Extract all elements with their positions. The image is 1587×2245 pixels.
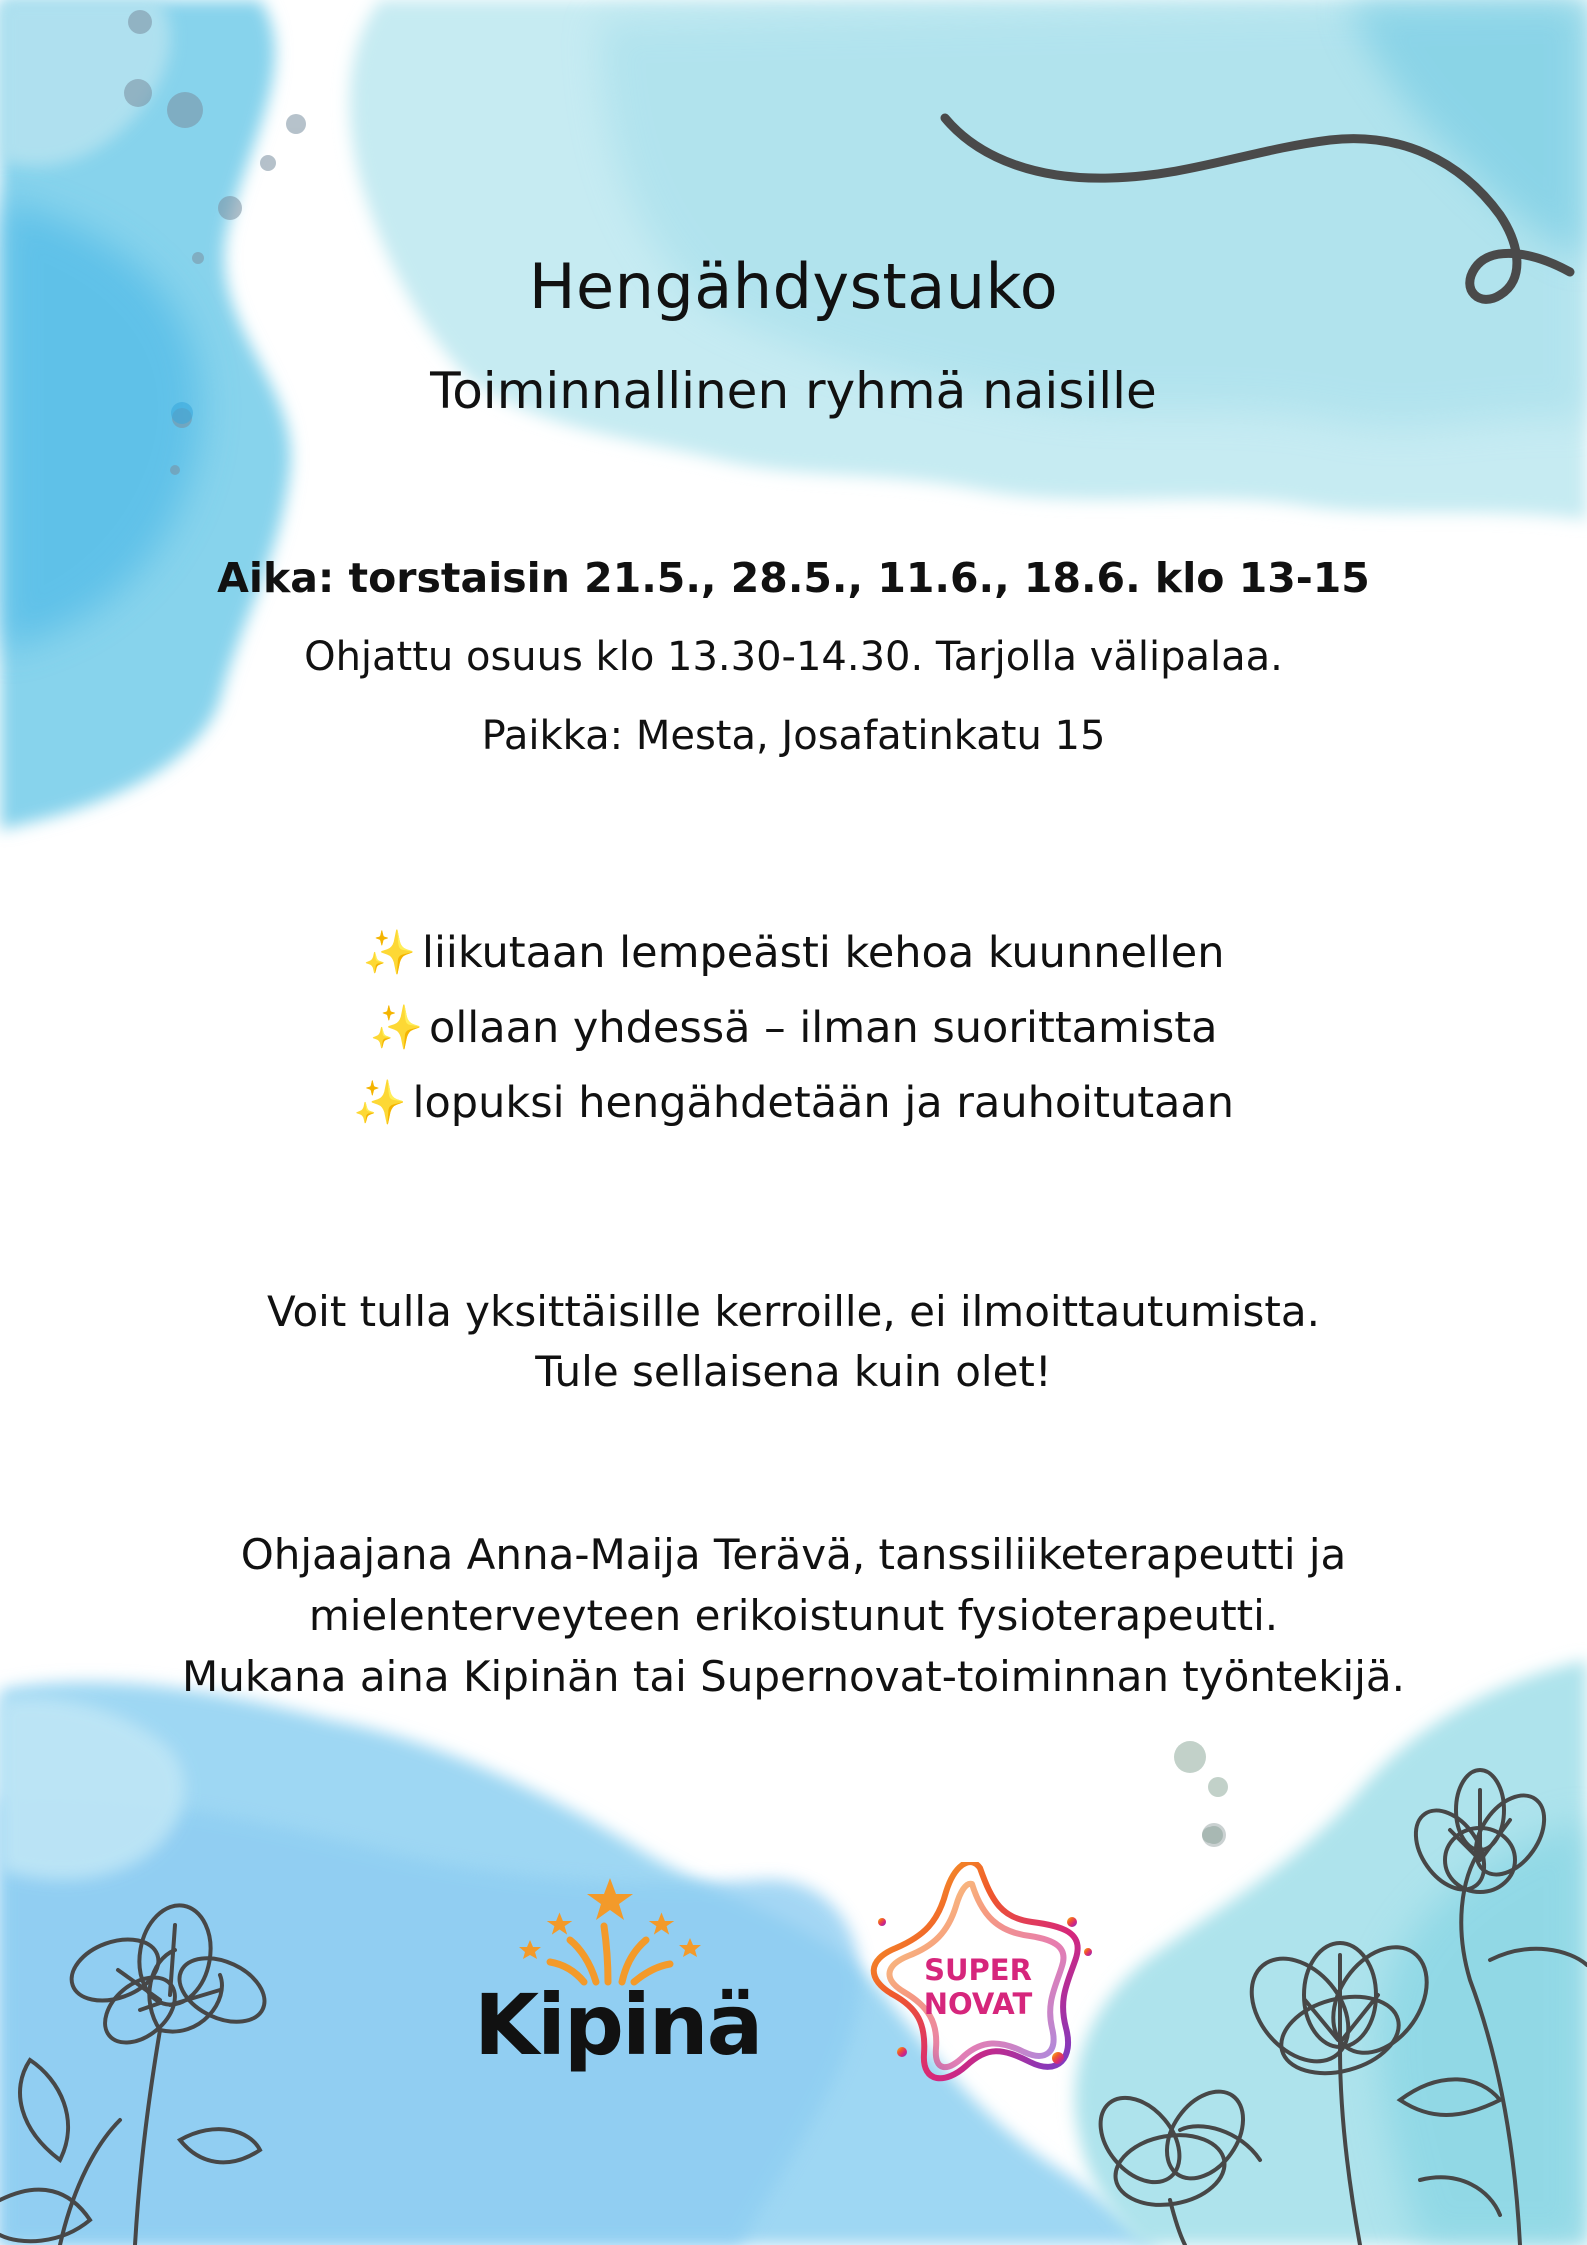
activity-item xyxy=(0,928,1587,978)
activity-text: lopuksi hengähdetään ja rauhoitutaan xyxy=(412,1078,1235,1128)
staff-line: Mukana aina Kipinän tai Supernovat-toiminnan työntekijä. xyxy=(182,1652,1405,1701)
activity-text: liikutaan lempeästi kehoa kuunnellen xyxy=(422,928,1225,978)
place-info: Paikka: Mesta, Josafatinkatu 15 xyxy=(481,713,1106,759)
instructor-line: Ohjaajana Anna-Maija Terävä, tanssiliiketerapeutti ja xyxy=(240,1530,1347,1579)
activity-item xyxy=(0,1078,1587,1128)
instructor-line: mielenterveyteen erikoistunut fysioterapeutti. xyxy=(308,1591,1279,1640)
guided-session-info: Ohjattu osuus klo 13.30-14.30. Tarjolla välipalaa. xyxy=(304,634,1283,680)
drop-in-note: Voit tulla yksittäisille kerroille, ei ilmoittautumista. xyxy=(267,1287,1320,1336)
kipina-logo-text: Kipinä xyxy=(474,1976,762,2074)
page-title: Hengähdystauko xyxy=(528,250,1059,323)
kipina-logo-mark xyxy=(500,1870,720,1990)
supernovat-logo-line: NOVAT xyxy=(923,1987,1033,2021)
welcome-note: Tule sellaisena kuin olet! xyxy=(535,1347,1052,1396)
time-info: Aika: torstaisin 21.5., 28.5., 11.6., 18.6. klo 13-15 xyxy=(217,554,1370,602)
activity-item xyxy=(0,1003,1587,1053)
activity-text: ollaan yhdessä – ilman suorittamista xyxy=(429,1003,1218,1053)
sparkles-icon: ✨ xyxy=(362,928,417,978)
supernovat-logo-line: SUPER xyxy=(924,1953,1032,1987)
supernovat-logo-text xyxy=(918,1953,1038,2021)
sparkles-icon: ✨ xyxy=(369,1003,424,1053)
sparkles-icon: ✨ xyxy=(352,1078,407,1128)
page-subtitle: Toiminnallinen ryhmä naisille xyxy=(430,362,1157,420)
